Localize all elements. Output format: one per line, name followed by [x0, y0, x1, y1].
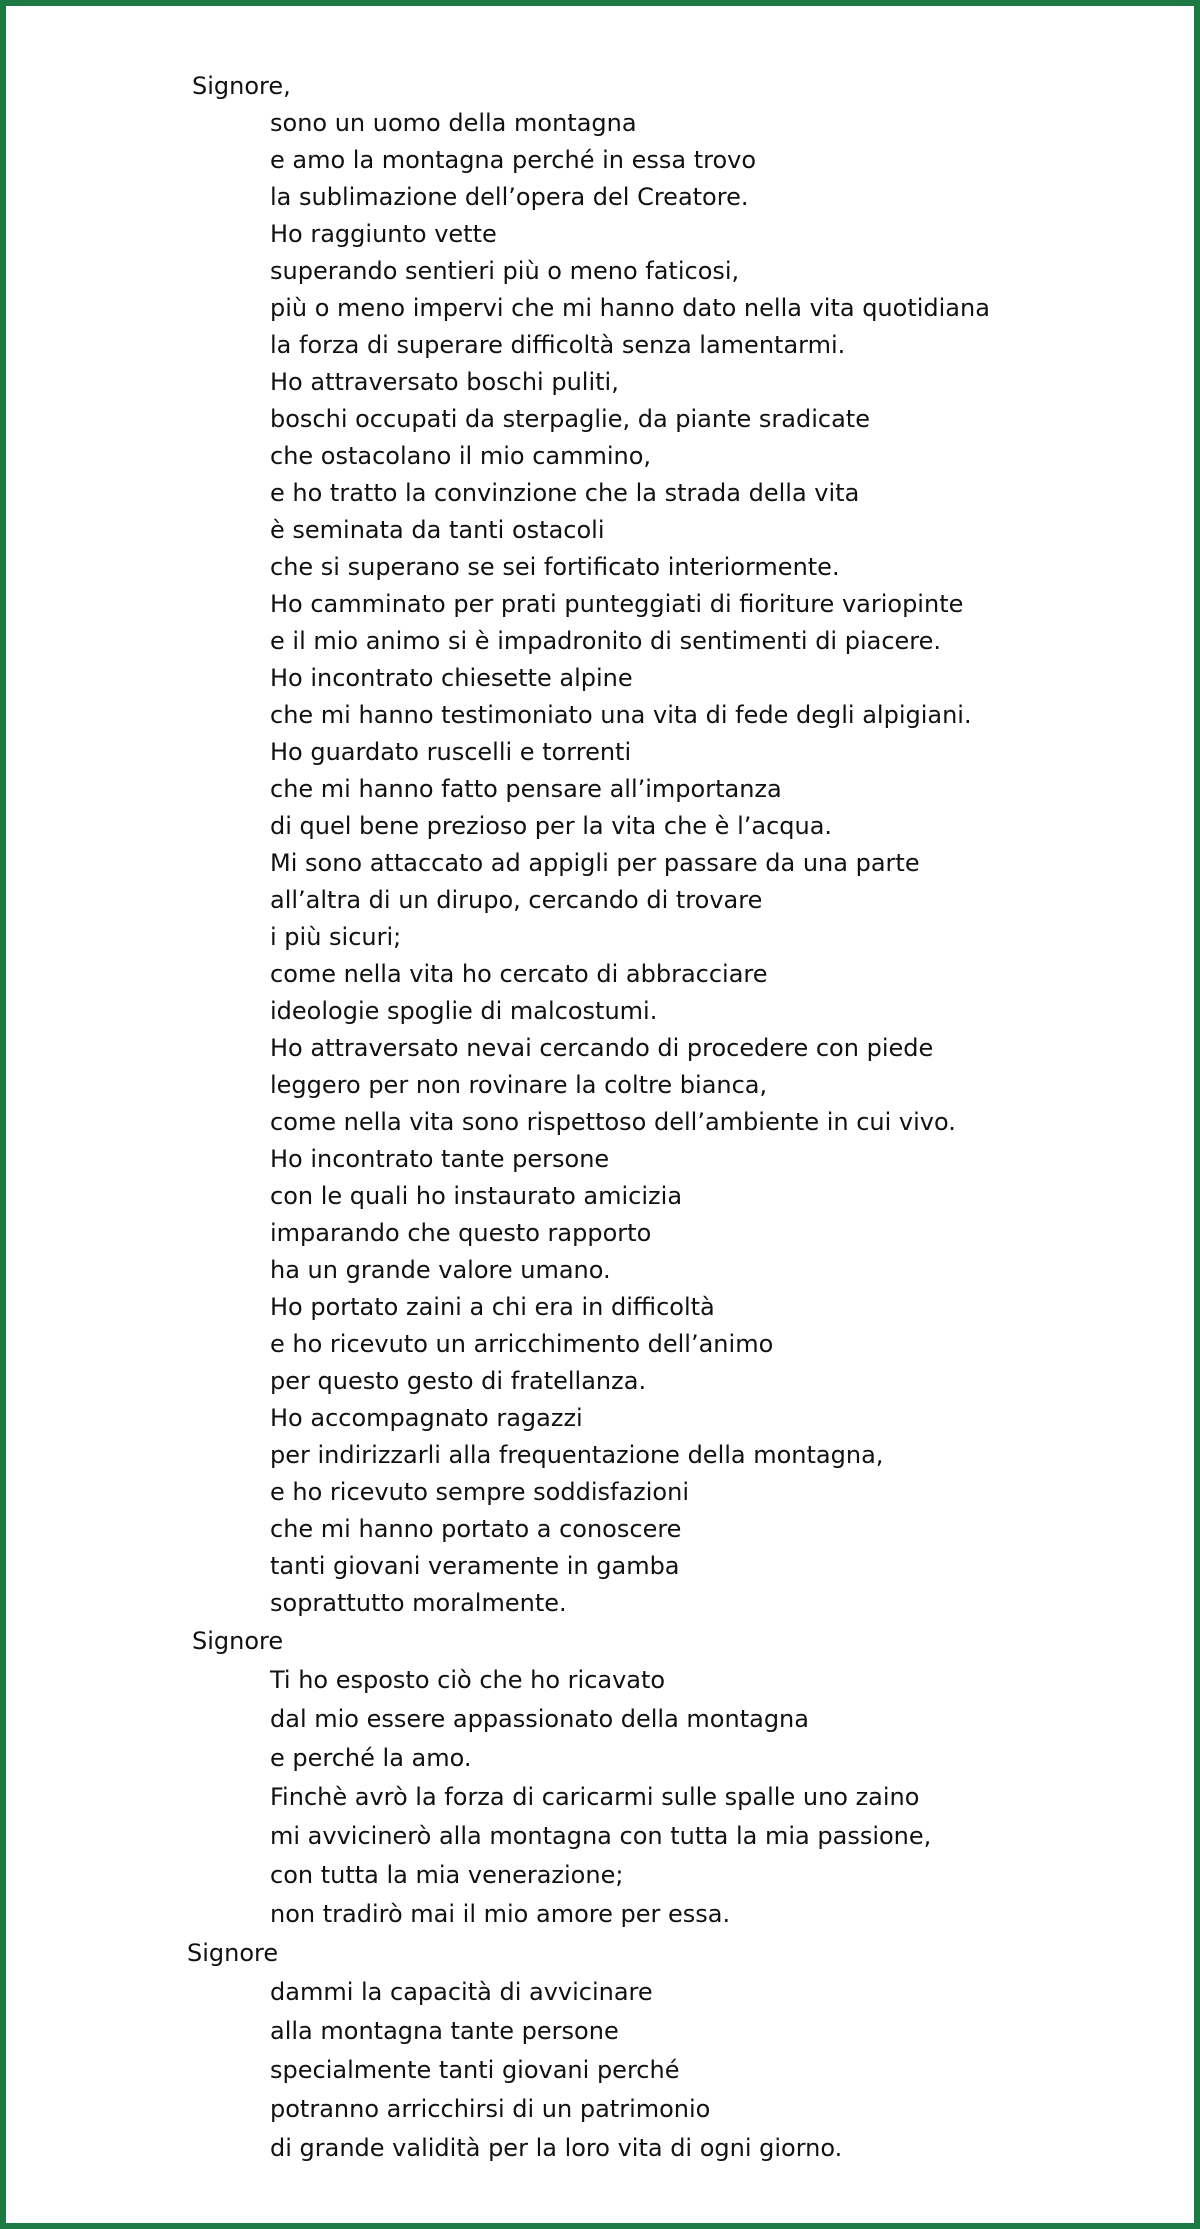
poem-line: più o meno impervi che mi hanno dato nella vita quotidiana [270, 294, 990, 322]
poem-line: Ti ho esposto ciò che ho ricavato [270, 1666, 666, 1694]
poem-line: boschi occupati da sterpaglie, da piante sradicate [270, 405, 870, 433]
stanza [0, 1934, 1200, 2168]
poem-line: tanti giovani veramente in gamba [270, 1552, 680, 1580]
poem-line: ideologie spoglie di malcostumi. [270, 997, 658, 1025]
stanza-heading: Signore [187, 1939, 279, 1967]
poem-line: come nella vita ho cercato di abbracciare [270, 960, 768, 988]
poem-line: Ho incontrato chiesette alpine [270, 664, 633, 692]
poem-line: la forza di superare difficoltà senza lamentarmi. [270, 331, 846, 359]
poem-line: Ho camminato per prati punteggiati di fioriture variopinte [270, 590, 964, 618]
poem-line: di grande validità per la loro vita di ogni giorno. [270, 2134, 843, 2162]
poem-line: dammi la capacità di avvicinare [270, 1978, 653, 2006]
poem-line: e perché la amo. [270, 1744, 472, 1772]
poem-line: come nella vita sono rispettoso dell’ambiente in cui vivo. [270, 1108, 956, 1136]
poem-line: che si superano se sei fortificato interiormente. [270, 553, 840, 581]
poem-line: sono un uomo della montagna [270, 109, 637, 137]
poem-line: leggero per non rovinare la coltre bianca, [270, 1071, 768, 1099]
poem-line: Finchè avrò la forza di caricarmi sulle spalle uno zaino [270, 1783, 920, 1811]
poem-line: e ho ricevuto un arricchimento dell’animo [270, 1330, 774, 1358]
poem-line: e ho ricevuto sempre soddisfazioni [270, 1478, 689, 1506]
stanza [0, 68, 1200, 1622]
poem-line: Ho portato zaini a chi era in difficoltà [270, 1293, 715, 1321]
poem-line: per indirizzarli alla frequentazione della montagna, [270, 1441, 884, 1469]
poem-line: soprattutto moralmente. [270, 1589, 567, 1617]
poem-line: superando sentieri più o meno faticosi, [270, 257, 740, 285]
poem-line: per questo gesto di fratellanza. [270, 1367, 647, 1395]
poem-line: mi avvicinerò alla montagna con tutta la mia passione, [270, 1822, 932, 1850]
poem-line: specialmente tanti giovani perché [270, 2056, 680, 2084]
poem-line: alla montagna tante persone [270, 2017, 619, 2045]
poem-line: non tradirò mai il mio amore per essa. [270, 1900, 731, 1928]
poem-line: imparando che questo rapporto [270, 1219, 652, 1247]
stanza-heading: Signore [192, 1627, 284, 1655]
poem-line: che mi hanno portato a conoscere [270, 1515, 682, 1543]
stanza-heading: Signore, [192, 72, 291, 100]
poem-line: la sublimazione dell’opera del Creatore. [270, 183, 749, 211]
poem-line: e il mio animo si è impadronito di sentimenti di piacere. [270, 627, 942, 655]
poem-line: e amo la montagna perché in essa trovo [270, 146, 757, 174]
poem-line: dal mio essere appassionato della montagna [270, 1705, 809, 1733]
poem-line: all’altra di un dirupo, cercando di trovare [270, 886, 763, 914]
poem-line: Ho guardato ruscelli e torrenti [270, 738, 632, 766]
poem-line: ha un grande valore umano. [270, 1256, 611, 1284]
poem-line: Ho accompagnato ragazzi [270, 1404, 583, 1432]
poem-line: e ho tratto la convinzione che la strada della vita [270, 479, 860, 507]
poem-line: che ostacolano il mio cammino, [270, 442, 652, 470]
poem [0, 68, 1200, 2168]
poem-line: Ho attraversato nevai cercando di procedere con piede [270, 1034, 934, 1062]
poem-line: Mi sono attaccato ad appigli per passare da una parte [270, 849, 920, 877]
poem-line: che mi hanno fatto pensare all’importanza [270, 775, 782, 803]
poem-line: Ho attraversato boschi puliti, [270, 368, 619, 396]
poem-line: i più sicuri; [270, 923, 402, 951]
poem-line: con le quali ho instaurato amicizia [270, 1182, 683, 1210]
poem-line: di quel bene prezioso per la vita che è l’acqua. [270, 812, 833, 840]
poem-line: che mi hanno testimoniato una vita di fede degli alpigiani. [270, 701, 972, 729]
poem-line: Ho raggiunto vette [270, 220, 497, 248]
poem-line: potranno arricchirsi di un patrimonio [270, 2095, 711, 2123]
poem-line: è seminata da tanti ostacoli [270, 516, 605, 544]
stanza [0, 1622, 1200, 1934]
poem-line: con tutta la mia venerazione; [270, 1861, 624, 1889]
poem-line: Ho incontrato tante persone [270, 1145, 610, 1173]
